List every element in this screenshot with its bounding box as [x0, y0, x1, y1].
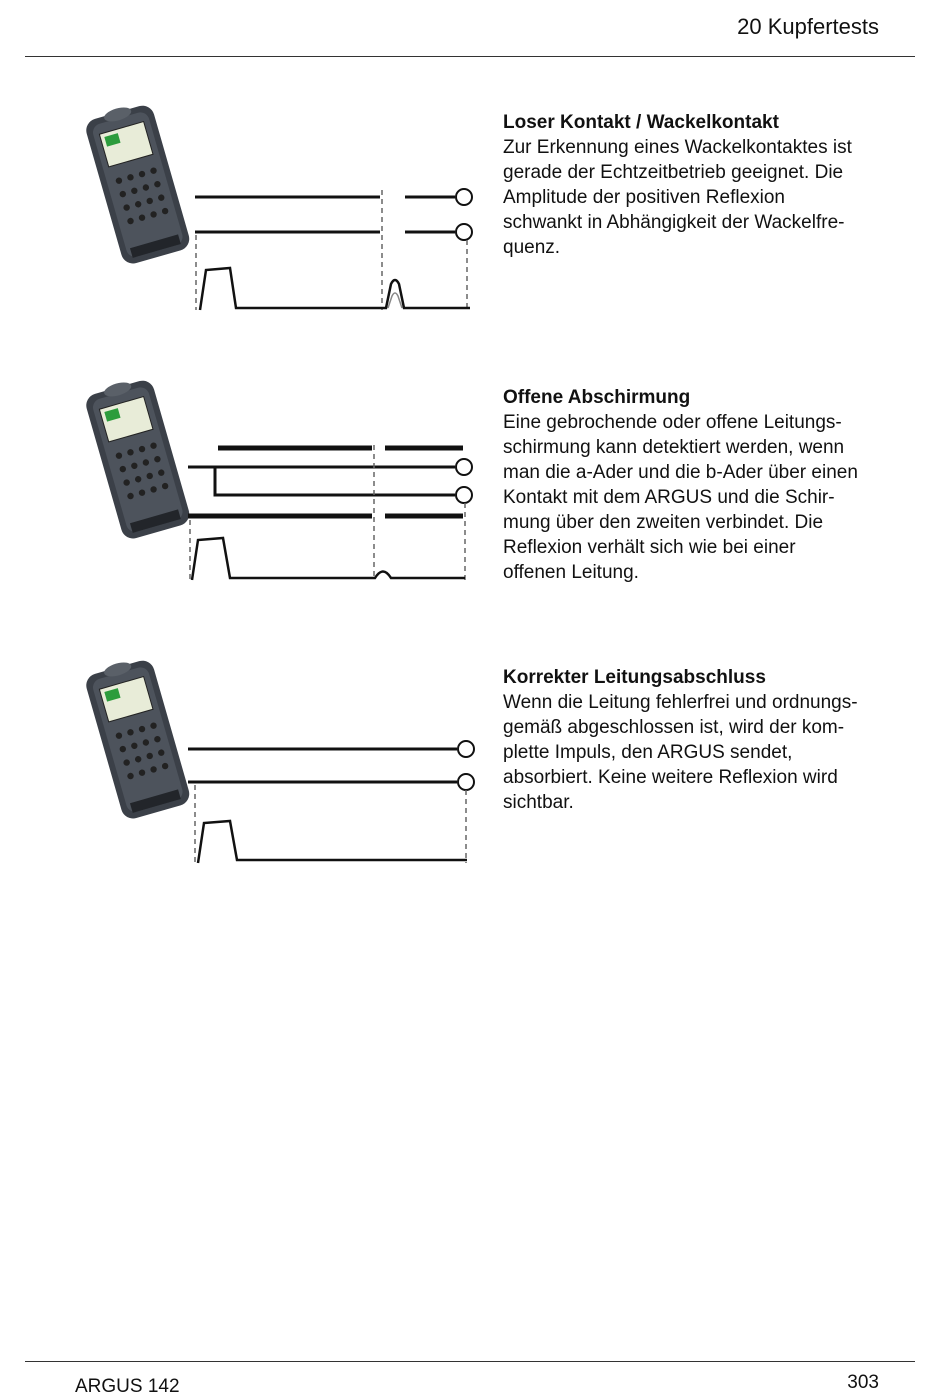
section-body: Eine gebrochende oder offene Leitungs- schirmung kann detektiert werden, wenn man die a-Ader und die b-Ader über einen Kontakt mit dem ARGUS und die Schir- mung über den zweiten verbindet. Die Reflexion verhält sich wie bei einer offenen Leitung.: [503, 412, 858, 583]
section-loose-contact: [0, 95, 950, 325]
page-number: 303: [847, 1372, 879, 1393]
section-open-shield: [0, 370, 950, 600]
section-body: Zur Erkennung eines Wackelkontaktes ist gerade der Echtzeitbetrieb geeignet. Die Amplitude der positiven Reflexion schwankt in Abhängigkeit der Wackelfre- quenz.: [503, 137, 852, 258]
section-heading: Offene Abschirmung: [503, 387, 691, 408]
section-heading: Korrekter Leitungsabschluss: [503, 667, 766, 688]
argus-tester-image: [82, 375, 192, 541]
loose-contact-diagram: [70, 100, 490, 325]
footer-divider: [25, 1361, 915, 1362]
footer-product: ARGUS 142: [75, 1376, 180, 1397]
open-shield-diagram: [70, 375, 490, 600]
section-text: [503, 385, 893, 585]
section-body: Wenn die Leitung fehlerfrei und ordnungs- gemäß abgeschlossen ist, wird der kom- plette Impuls, den ARGUS sendet, absorbiert. Keine weitere Reflexion wird sichtbar.: [503, 692, 858, 813]
section-text: [503, 110, 893, 260]
section-correct-termination: [0, 650, 950, 880]
argus-tester-image: [82, 100, 192, 266]
argus-tester-image: [82, 655, 192, 821]
correct-termination-diagram: [70, 655, 490, 880]
header-divider: [25, 56, 915, 57]
section-heading: Loser Kontakt / Wackelkontakt: [503, 112, 779, 133]
chapter-title: 20 Kupfertests: [737, 14, 879, 39]
section-text: [503, 665, 893, 815]
